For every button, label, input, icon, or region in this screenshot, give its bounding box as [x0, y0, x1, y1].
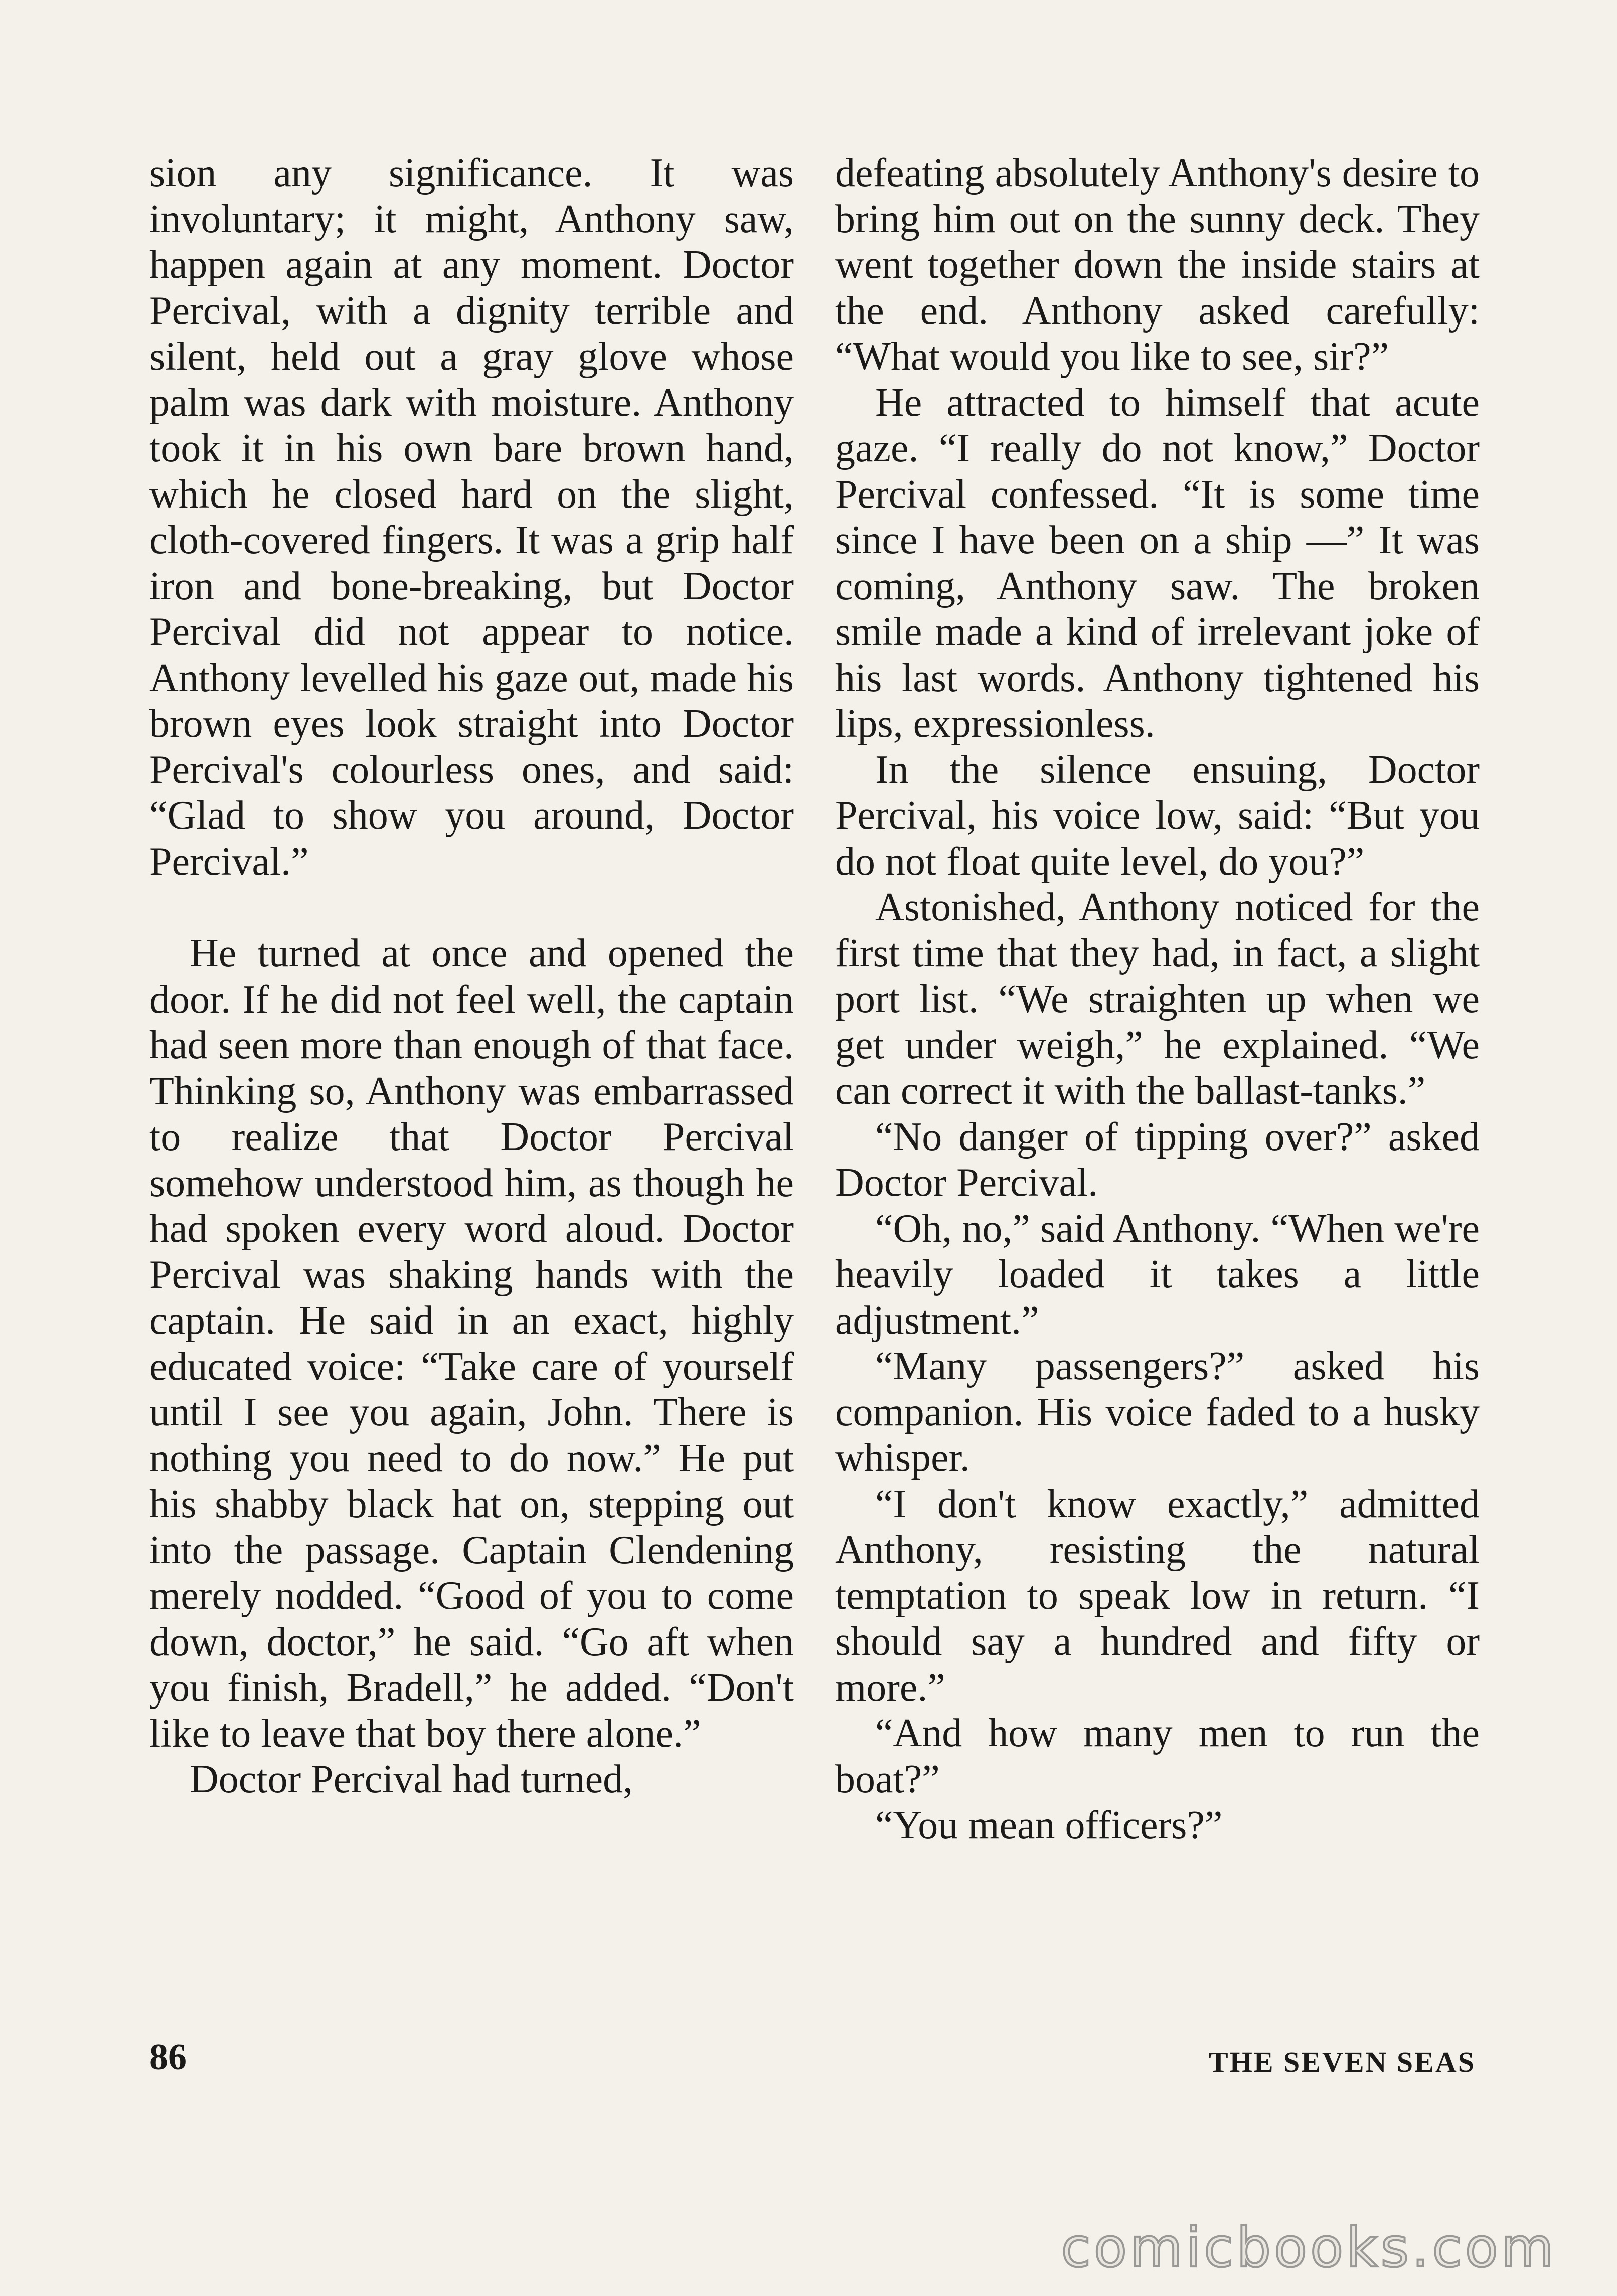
- paragraph: “And how many men to run the boat?”: [835, 1711, 1480, 1801]
- paragraph: “I don't know exactly,” admitted Anthony, resisting the natural temptation to speak low in return. “I should say a hundred and fifty or more.”: [835, 1482, 1480, 1710]
- paragraph: He turned at once and opened the door. If he did not feel well, the captain had seen more than enough of that face. Thinking so, Anthony was embarrassed to realize that Doctor Percival somehow understood him, as though he had spoken every word aloud. Doctor Percival was shaking hands with the captain. He said in an exact, highly educated voice: “Take care of yourself until I see you again, John. There is nothing you need to do now.” He put his shabby black hat on, stepping out into the passage. Captain Clendening merely nodded. “Good of you to come down, doctor,” he said. “Go aft when you finish, Bradell,” he added. “Don't like to leave that boy there alone.”: [149, 931, 794, 1756]
- publication-title: THE SEVEN SEAS: [1209, 2046, 1476, 2078]
- paragraph: defeating absolutely Anthony's desire to bring him out on the sunny deck. They went together down the inside stairs at the end. Anthony asked carefully: “What would you like to see, sir?”: [835, 151, 1480, 379]
- left-column: [149, 150, 794, 1803]
- paragraph: sion any significance. It was involuntary; it might, Anthony saw, happen again at any moment. Doctor Percival, with a dignity terrible and silent, held out a gray glove whose palm was dark with moisture. Anthony took it in his own bare brown hand, which he closed hard on the slight, cloth-covered fingers. It was a grip half iron and bone-breaking, but Doctor Percival did not appear to notice. Anthony levelled his gaze out, made his brown eyes look straight into Doctor Percival's colourless ones, and said: “Glad to show you around, Doctor Percival.”: [149, 151, 794, 884]
- paragraph: “Many passengers?” asked his companion. His voice faded to a husky whisper.: [835, 1344, 1480, 1480]
- paragraph: In the silence ensuing, Doctor Percival, his voice low, said: “But you do not float quite level, do you?”: [835, 747, 1480, 884]
- paragraph: “Oh, no,” said Anthony. “When we're heavily loaded it takes a little adjustment.”: [835, 1206, 1480, 1343]
- paragraph: He attracted to himself that acute gaze. “I really do not know,” Doctor Percival confessed. “It is some time since I have been on a ship —” It was coming, Anthony saw. The broken smile made a kind of irrelevant joke of his last words. Anthony tightened his lips, expressionless.: [835, 380, 1480, 746]
- paragraph: Doctor Percival had turned,: [190, 1757, 633, 1801]
- page-number: 86: [149, 2037, 187, 2078]
- paragraph: “No danger of tipping over?” asked Doctor Percival.: [835, 1114, 1480, 1205]
- paragraph: “You mean officers?”: [875, 1803, 1223, 1847]
- right-column: [835, 150, 1480, 1849]
- watermark: comicbooks.com: [1061, 2217, 1557, 2279]
- paragraph: Astonished, Anthony noticed for the first time that they had, in fact, a slight port list. “We straighten up when we get under weigh,” he explained. “We can correct it with the ballast-tanks.”: [835, 885, 1480, 1113]
